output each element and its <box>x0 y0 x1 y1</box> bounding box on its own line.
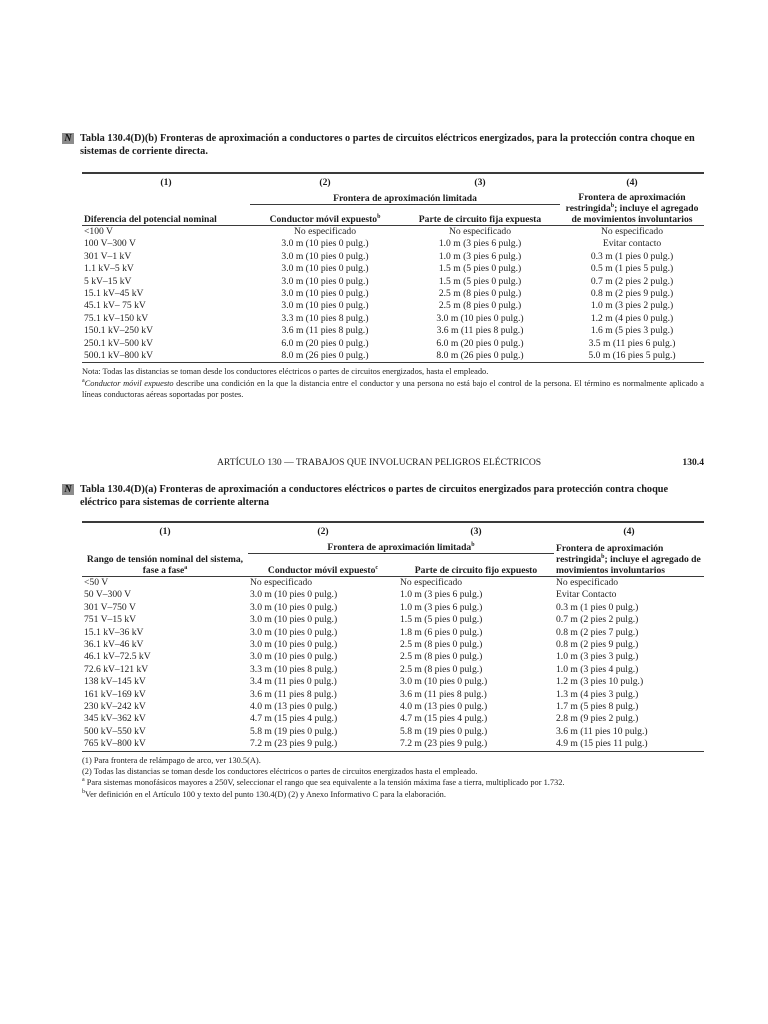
table-cell: 1.6 m (5 pies 3 pulg.) <box>590 325 674 337</box>
table-row <box>82 676 704 688</box>
table-cell: 0.5 m (1 pies 5 pulg.) <box>590 263 674 275</box>
running-header <box>82 457 704 468</box>
table-cell: 3.6 m (11 pies 8 pulg.) <box>436 325 524 337</box>
table-dc-notes <box>82 366 704 400</box>
col-number: (4) <box>623 526 635 537</box>
table-cell: 6.0 m (20 pies 0 pulg.) <box>436 337 524 349</box>
table-cell: 45.1 kV– 75 kV <box>84 300 146 312</box>
col1-header: Diferencia del potencial nominal <box>82 188 250 226</box>
table-cell: No especificado <box>448 226 512 237</box>
table-cell: 345 kV–362 kV <box>84 713 146 725</box>
table-cell: 500 kV–550 kV <box>84 725 146 737</box>
footnote-mark: b <box>82 788 85 795</box>
table-row <box>82 639 704 651</box>
col3-header: Parte de circuito fija expuesta <box>400 205 560 226</box>
table-cell: 3.0 m (10 pies 0 pulg.) <box>281 300 369 312</box>
table-cell: 0.8 m (2 pies 9 pulg.) <box>556 639 639 651</box>
table-cell: 4.7 m (15 pies 4 pulg.) <box>250 713 338 725</box>
footnote-ref: b <box>601 553 605 560</box>
col4-header-restricted: restringida <box>565 203 611 214</box>
footnote-ref: b <box>610 202 615 209</box>
table-cell: 3.0 m (10 pies 0 pulg.) <box>281 288 369 300</box>
col-number: (3) <box>474 177 486 188</box>
table-cell: 3.0 m (10 pies 0 pulg.) <box>281 250 369 262</box>
table-row <box>82 627 704 639</box>
table-cell: 4.0 m (13 pies 0 pulg.) <box>400 701 488 713</box>
table-cell: 1.5 m (5 pies 0 pulg.) <box>438 263 522 275</box>
table-row <box>82 713 704 725</box>
table-ac-caption-text: Tabla 130.4(D)(a) Fronteras de aproximación a conductores eléctricos o partes de circuitos energizados para protección contra choque eléctrico para sistemas de corriente alterna <box>80 484 669 508</box>
table-cell: 8.0 m (26 pies 0 pulg.) <box>400 350 560 363</box>
table-cell: 100 V–300 V <box>84 238 136 250</box>
table-cell: 3.4 m (11 pies 0 pulg.) <box>250 676 337 688</box>
table-cell: 1.0 m (3 pies 2 pulg.) <box>590 300 674 312</box>
table-cell: 0.7 m (2 pies 2 pulg.) <box>590 275 674 287</box>
table-dc-body <box>82 226 704 363</box>
col-number: (3) <box>470 526 482 537</box>
table-dc-caption-text: Tabla 130.4(D)(b) Fronteras de aproximación a conductores o partes de circuitos eléctricos energizados, para la protección contra choque en sistemas de corriente directa. <box>80 133 695 157</box>
table-row <box>82 300 704 312</box>
note <box>82 789 704 800</box>
group-header: Frontera de aproximación limitada <box>250 188 560 205</box>
note: Nota: Todas las distancias se toman desde los conductores eléctricos o partes de circuitos energizados, hasta el empleado. <box>82 367 489 377</box>
table-cell: 1.3 m (4 pies 3 pulg.) <box>556 688 639 700</box>
table-cell: 75.1 kV–150 kV <box>84 312 149 324</box>
footnote-ref: b <box>377 213 381 220</box>
col2-header-text: Conductor móvil expuesto <box>267 565 376 576</box>
table-cell: No especificado <box>250 577 313 588</box>
table-cell: 3.0 m (10 pies 0 pulg.) <box>250 639 338 651</box>
table-cell: 3.3 m (10 pies 8 pulg.) <box>281 312 369 324</box>
table-cell: 1.2 m (3 pies 10 pulg.) <box>556 676 644 688</box>
note <box>82 777 704 788</box>
table-cell: 15.1 kV–36 kV <box>84 626 144 638</box>
col2-header <box>250 205 400 226</box>
table-cell: 4.7 m (15 pies 4 pulg.) <box>400 713 488 725</box>
table-cell: Evitar contacto <box>602 238 662 250</box>
table-cell: 3.0 m (10 pies 0 pulg.) <box>250 651 338 663</box>
footnote-mark: a <box>82 777 85 784</box>
table-cell: 2.5 m (8 pies 0 pulg.) <box>438 300 522 312</box>
table-cell: 15.1 kV–45 kV <box>84 288 144 300</box>
col4-header-rest: ; incluye el agregado de movimientos involuntarios <box>571 203 699 225</box>
table-row <box>82 726 704 738</box>
table-cell: 3.0 m (10 pies 0 pulg.) <box>281 275 369 287</box>
table-cell: 751 V–15 kV <box>84 614 137 626</box>
note: (1) Para frontera de relámpago de arco, ver 130.5(A). <box>82 755 261 765</box>
table-row <box>82 664 704 676</box>
table-cell: 161 kV–169 kV <box>84 688 146 700</box>
col4-header-line1: Frontera de aproximación <box>556 543 664 554</box>
table-cell: 765 kV–800 kV <box>82 738 248 751</box>
table-cell: 2.5 m (8 pies 0 pulg.) <box>400 639 483 651</box>
table-cell: 301 V–1 kV <box>84 250 132 262</box>
table-cell: 1.0 m (3 pies 3 pulg.) <box>556 651 639 663</box>
col-number: (2) <box>317 526 329 537</box>
table-cell: 2.5 m (8 pies 0 pulg.) <box>400 663 483 675</box>
table-cell: 72.6 kV–121 kV <box>84 663 149 675</box>
table-cell: 2.5 m (8 pies 0 pulg.) <box>438 288 522 300</box>
new-content-marker-icon: N <box>62 133 74 144</box>
table-cell: 36.1 kV–46 kV <box>84 639 144 651</box>
table-cell: 3.0 m (10 pies 0 pulg.) <box>250 601 338 613</box>
table-cell: 5.8 m (19 pies 0 pulg.) <box>400 725 488 737</box>
table-cell: 3.3 m (10 pies 8 pulg.) <box>250 663 338 675</box>
running-header-title: ARTÍCULO 130 — TRABAJOS QUE INVOLUCRAN PELIGROS ELÉCTRICOS <box>217 457 542 468</box>
table-cell: 3.0 m (10 pies 0 pulg.) <box>250 626 338 638</box>
table-cell: 3.0 m (10 pies 0 pulg.) <box>250 589 338 601</box>
table-cell: 500.1 kV–800 kV <box>82 350 250 363</box>
col2-header <box>248 554 398 577</box>
table-cell: 6.0 m (20 pies 0 pulg.) <box>281 337 369 349</box>
table-cell: 4.9 m (15 pies 11 pulg.) <box>554 738 704 751</box>
table-cell: <100 V <box>84 226 113 237</box>
table-cell: 230 kV–242 kV <box>84 701 146 713</box>
note-text: Para sistemas monofásicos mayores a 250V, seleccionar el rango que sea equivalente a la tensión máxima fase a tierra, multiplicado por 1.732. <box>84 778 565 788</box>
table-dc <box>82 172 704 363</box>
col1-header-text: Rango de tensión nominal del sistema, fase a fase <box>86 554 244 576</box>
col3-header: Parte de circuito fijo expuesto <box>398 554 554 577</box>
table-ac-caption <box>62 483 704 509</box>
table-cell: 5 kV–15 kV <box>84 275 132 287</box>
table-row <box>82 614 704 626</box>
col-number: (4) <box>626 177 638 188</box>
table-dc-caption <box>62 132 704 158</box>
table-cell: 3.6 m (11 pies 10 pulg.) <box>556 725 648 737</box>
col4-header-restricted: restringida <box>556 554 602 565</box>
col4-header-line1: Frontera de aproximación <box>578 192 686 203</box>
table-cell: Evitar Contacto <box>556 589 617 601</box>
table-cell: 7.2 m (23 pies 9 pulg.) <box>248 738 398 751</box>
table-cell: 1.1 kV–5 kV <box>84 263 134 275</box>
page-number: 130.4 <box>682 457 704 468</box>
table-cell: 0.3 m (1 pies 0 pulg.) <box>556 601 639 613</box>
table-cell: 0.3 m (1 pies 0 pulg.) <box>590 250 674 262</box>
table-row <box>82 276 704 288</box>
table-cell: 1.7 m (5 pies 8 pulg.) <box>556 701 639 713</box>
note: (2) Todas las distancias se toman desde los conductores eléctricos o partes de circuitos energizados hasta el empleado. <box>82 766 478 776</box>
col4-header <box>560 188 704 226</box>
table-cell: 5.8 m (19 pies 0 pulg.) <box>250 725 338 737</box>
table-cell: No especificado <box>600 226 664 237</box>
table-dc-block <box>62 132 704 400</box>
table-row <box>82 589 704 601</box>
footnote-ref: a <box>184 564 188 571</box>
col1-header <box>82 537 248 577</box>
table-ac-block <box>62 483 704 800</box>
table-row <box>82 226 704 239</box>
table-ac-notes <box>82 755 704 800</box>
table-cell: 3.0 m (10 pies 0 pulg.) <box>436 312 524 324</box>
table-cell: 150.1 kV–250 kV <box>84 325 154 337</box>
col4-header-rest: ; incluye el agregado de movimientos involuntarios <box>556 554 701 576</box>
table-row <box>82 350 704 363</box>
col4-header <box>554 537 704 577</box>
table-cell: 3.6 m (11 pies 8 pulg.) <box>400 688 487 700</box>
table-row <box>82 602 704 614</box>
table-cell: 8.0 m (26 pies 0 pulg.) <box>250 350 400 363</box>
note-text: Ver definición en el Artículo 100 y texto del punto 130.4(D) (2) y Anexo Informativo C para la elaboración. <box>85 789 446 799</box>
table-cell: 2.8 m (9 pies 2 pulg.) <box>556 713 639 725</box>
table-cell: 50 V–300 V <box>84 589 132 601</box>
table-cell: 3.0 m (10 pies 0 pulg.) <box>250 614 338 626</box>
table-cell: 3.5 m (11 pies 6 pulg.) <box>588 337 676 349</box>
table-row <box>82 738 704 751</box>
footnote-ref: b <box>471 541 475 548</box>
table-cell: 1.5 m (5 pies 0 pulg.) <box>400 614 483 626</box>
table-cell: No especificado <box>400 577 463 588</box>
table-ac-body <box>82 577 704 752</box>
group-header-text: Frontera de aproximación limitada <box>327 542 472 553</box>
table-cell: 1.0 m (3 pies 6 pulg.) <box>400 601 483 613</box>
table-cell: 0.7 m (2 pies 2 pulg.) <box>556 614 639 626</box>
col-number: (1) <box>159 526 171 537</box>
table-row <box>82 288 704 300</box>
table-cell: No especificado <box>556 577 619 588</box>
table-cell: 1.0 m (3 pies 6 pulg.) <box>438 250 522 262</box>
table-cell: 1.0 m (3 pies 6 pulg.) <box>438 238 522 250</box>
table-cell: 4.0 m (13 pies 0 pulg.) <box>250 701 338 713</box>
note-text: describe una condición en la que la distancia entre el conductor y una persona no está bajo el control de la persona. El término es normalmente aplicado a líneas conductoras aéreas soportadas por postes. <box>82 378 705 400</box>
table-row <box>82 338 704 350</box>
table-cell: 301 V–750 V <box>84 601 136 613</box>
table-cell: 7.2 m (23 pies 9 pulg.) <box>398 738 554 751</box>
column-number-row <box>82 173 704 188</box>
table-cell: 1.5 m (5 pies 0 pulg.) <box>438 275 522 287</box>
table-cell: 138 kV–145 kV <box>84 676 146 688</box>
table-cell: 1.2 m (4 pies 0 pulg.) <box>590 312 674 324</box>
column-number-row <box>82 522 704 537</box>
table-cell: 0.8 m (2 pies 9 pulg.) <box>590 288 674 300</box>
table-cell: 3.6 m (11 pies 8 pulg.) <box>281 325 369 337</box>
table-row <box>82 577 704 590</box>
col-number: (1) <box>160 177 172 188</box>
col2-header-text: Conductor móvil expuesto <box>269 214 378 225</box>
new-content-marker-icon: N <box>62 484 74 495</box>
table-row <box>82 689 704 701</box>
table-row <box>82 238 704 250</box>
table-row <box>82 313 704 325</box>
note-term: Conductor móvil expuesto <box>84 378 174 388</box>
table-cell: 3.0 m (10 pies 0 pulg.) <box>400 676 488 688</box>
table-cell: No especificado <box>293 226 357 237</box>
note <box>82 378 704 401</box>
footnote-ref: c <box>375 564 379 571</box>
table-ac <box>82 521 704 752</box>
table-row <box>82 251 704 263</box>
table-cell: 3.0 m (10 pies 0 pulg.) <box>281 263 369 275</box>
col-number: (2) <box>319 177 331 188</box>
table-cell: 1.8 m (6 pies 0 pulg.) <box>400 626 483 638</box>
table-row <box>82 651 704 663</box>
table-cell: 1.0 m (3 pies 4 pulg.) <box>556 663 639 675</box>
table-row <box>82 325 704 337</box>
table-cell: 3.6 m (11 pies 8 pulg.) <box>250 688 337 700</box>
table-cell: 2.5 m (8 pies 0 pulg.) <box>400 651 483 663</box>
table-cell: 5.0 m (16 pies 5 pulg.) <box>560 350 704 363</box>
table-cell: <50 V <box>84 577 109 588</box>
table-row <box>82 263 704 275</box>
group-header <box>248 537 554 554</box>
table-cell: 46.1 kV–72.5 kV <box>84 651 151 663</box>
footnote-mark: a <box>82 377 85 384</box>
table-cell: 250.1 kV–500 kV <box>84 337 154 349</box>
table-row <box>82 701 704 713</box>
table-cell: 1.0 m (3 pies 6 pulg.) <box>400 589 483 601</box>
table-cell: 0.8 m (2 pies 7 pulg.) <box>556 626 639 638</box>
table-cell: 3.0 m (10 pies 0 pulg.) <box>281 238 369 250</box>
